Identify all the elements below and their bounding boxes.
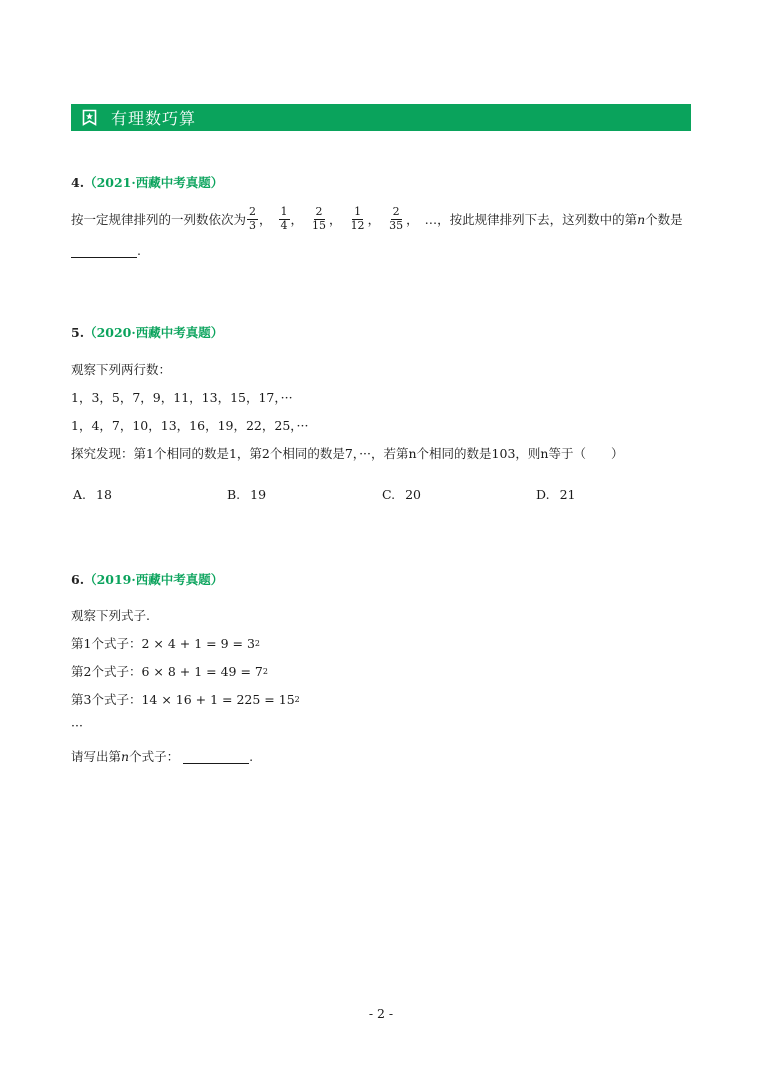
- question-6-header: [71, 570, 223, 588]
- answer-blank[interactable]: [183, 749, 249, 764]
- option-d[interactable]: D. 21: [536, 487, 576, 502]
- q4-text-after: …，按此规律排列下去，这列数中的第: [424, 212, 638, 228]
- q6-intro: 观察下列式子.: [71, 608, 150, 623]
- fraction: $\frac{1}{4}$: [280, 205, 288, 232]
- q6-formula-2: 第2个式子： 6 × 8 + 1 = 49 = 7 2: [71, 663, 268, 679]
- answer-blank[interactable]: [71, 243, 137, 258]
- question-source: （2020·西藏中考真题）: [84, 325, 224, 340]
- question-5-header: [71, 323, 223, 341]
- q5-row-2: 1，4，7，10，13，16，19，22，25，···: [71, 418, 309, 433]
- section-banner: [71, 104, 691, 131]
- question-number: 5.: [71, 325, 85, 340]
- q5-question: 探究发现：第1个相同的数是1，第2个相同的数是7，···，若第n个相同的数是103，则n等于（ ）: [71, 446, 624, 461]
- question-4-header: [71, 173, 223, 191]
- q6-ask: 请写出第 n 个式子： .: [71, 748, 254, 764]
- fraction: $\frac{1}{12}$: [350, 205, 365, 232]
- variable-n: n: [637, 211, 646, 227]
- option-b[interactable]: B. 19: [227, 487, 267, 502]
- option-c[interactable]: C. 20: [382, 487, 421, 502]
- fraction: $\frac{2}{3}$: [249, 205, 257, 232]
- question-4-text: 按一定规律排列的一列数依次为 $\frac{2}{3}$ ， $\frac{1}{4}$ ， $\frac{2}{15}$ ， $\frac{1}{12}$ ， $\frac{2}{35}$ ， …，按此规律排列下去，这列数中的第 n 个数是: [71, 205, 683, 232]
- q6-formula-3: 第3个式子： 14 × 16 + 1 = 225 = 15 2: [71, 691, 300, 707]
- option-a[interactable]: A. 18: [73, 487, 112, 502]
- question-source: （2019·西藏中考真题）: [84, 572, 224, 587]
- fraction: $\frac{2}{15}$: [312, 205, 327, 232]
- section-title: 有理数巧算: [111, 109, 197, 128]
- page-number: - 2 -: [368, 1006, 394, 1021]
- q6-formula-1: 第1个式子： 2 × 4 + 1 = 9 = 3 2: [71, 635, 260, 651]
- q4-text-end: 个数是: [645, 212, 683, 228]
- question-number: 4.: [71, 175, 85, 190]
- question-number: 6.: [71, 572, 85, 587]
- question-source: （2021·西藏中考真题）: [84, 175, 224, 190]
- q5-row-1: 1，3，5，7，9，11，13，15，17，···: [71, 390, 293, 405]
- q4-text-before: 按一定规律排列的一列数依次为: [71, 212, 247, 228]
- q5-intro: 观察下列两行数：: [71, 362, 172, 377]
- answer-line: .: [71, 243, 141, 258]
- fraction: $\frac{2}{35}$: [389, 205, 404, 232]
- q6-ellipsis: ···: [71, 718, 83, 733]
- bookmark-star-icon: [82, 109, 97, 126]
